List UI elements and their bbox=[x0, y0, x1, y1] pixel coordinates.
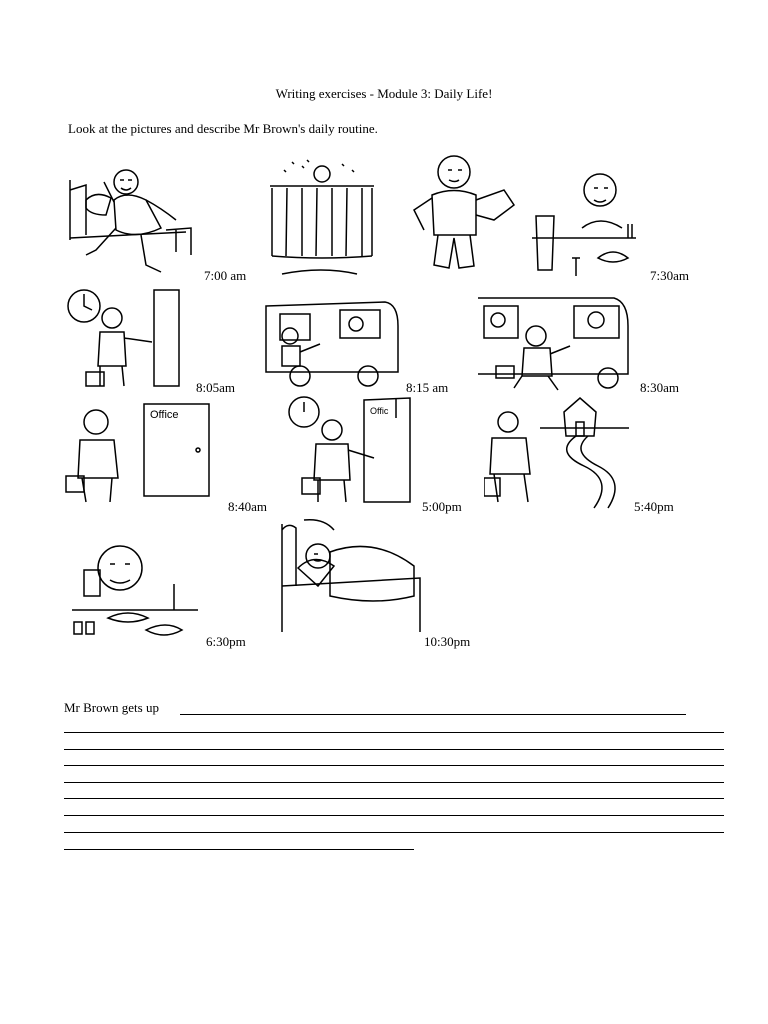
time-label: 8:15 am bbox=[406, 380, 449, 395]
going-to-bed-icon bbox=[274, 516, 424, 636]
office-sign: Office bbox=[150, 409, 179, 421]
eating-dinner-icon bbox=[70, 534, 200, 644]
answer-line[interactable] bbox=[64, 732, 724, 733]
answer-line[interactable] bbox=[64, 815, 724, 816]
time-label: 8:30am bbox=[640, 380, 679, 395]
waking-up-in-bed-icon bbox=[66, 160, 206, 280]
answer-line[interactable] bbox=[64, 832, 724, 833]
time-label: 6:30pm bbox=[206, 634, 246, 649]
answer-line[interactable] bbox=[64, 782, 724, 783]
walking-home-icon bbox=[484, 392, 634, 510]
taking-shower-icon bbox=[262, 156, 382, 280]
time-label: 7:00 am bbox=[204, 268, 247, 283]
answer-line[interactable] bbox=[64, 798, 724, 799]
time-label: 5:40pm bbox=[634, 499, 674, 514]
getting-off-bus-icon bbox=[474, 292, 634, 392]
answer-line[interactable] bbox=[180, 714, 686, 715]
catching-bus-icon bbox=[260, 296, 400, 392]
time-label: 8:40am bbox=[228, 499, 267, 514]
answer-line[interactable] bbox=[64, 749, 724, 750]
time-label: 7:30am bbox=[650, 268, 689, 283]
answer-line[interactable] bbox=[64, 765, 724, 766]
leaving-office-icon bbox=[284, 394, 414, 504]
office-sign: Offic bbox=[370, 406, 389, 416]
answer-line[interactable] bbox=[64, 849, 414, 850]
time-label: 8:05am bbox=[196, 380, 235, 395]
getting-dressed-icon bbox=[404, 150, 524, 275]
writing-prompt: Mr Brown gets up bbox=[64, 700, 159, 715]
arriving-office-icon bbox=[64, 400, 214, 504]
page-title: Writing exercises - Module 3: Daily Life! bbox=[275, 86, 493, 101]
eating-breakfast-icon bbox=[528, 158, 638, 276]
leaving-home-icon bbox=[64, 286, 194, 394]
time-label: 10:30pm bbox=[424, 634, 471, 649]
time-label: 5:00pm bbox=[422, 499, 462, 514]
instruction-text: Look at the pictures and describe Mr Brown's daily routine. bbox=[68, 121, 378, 136]
